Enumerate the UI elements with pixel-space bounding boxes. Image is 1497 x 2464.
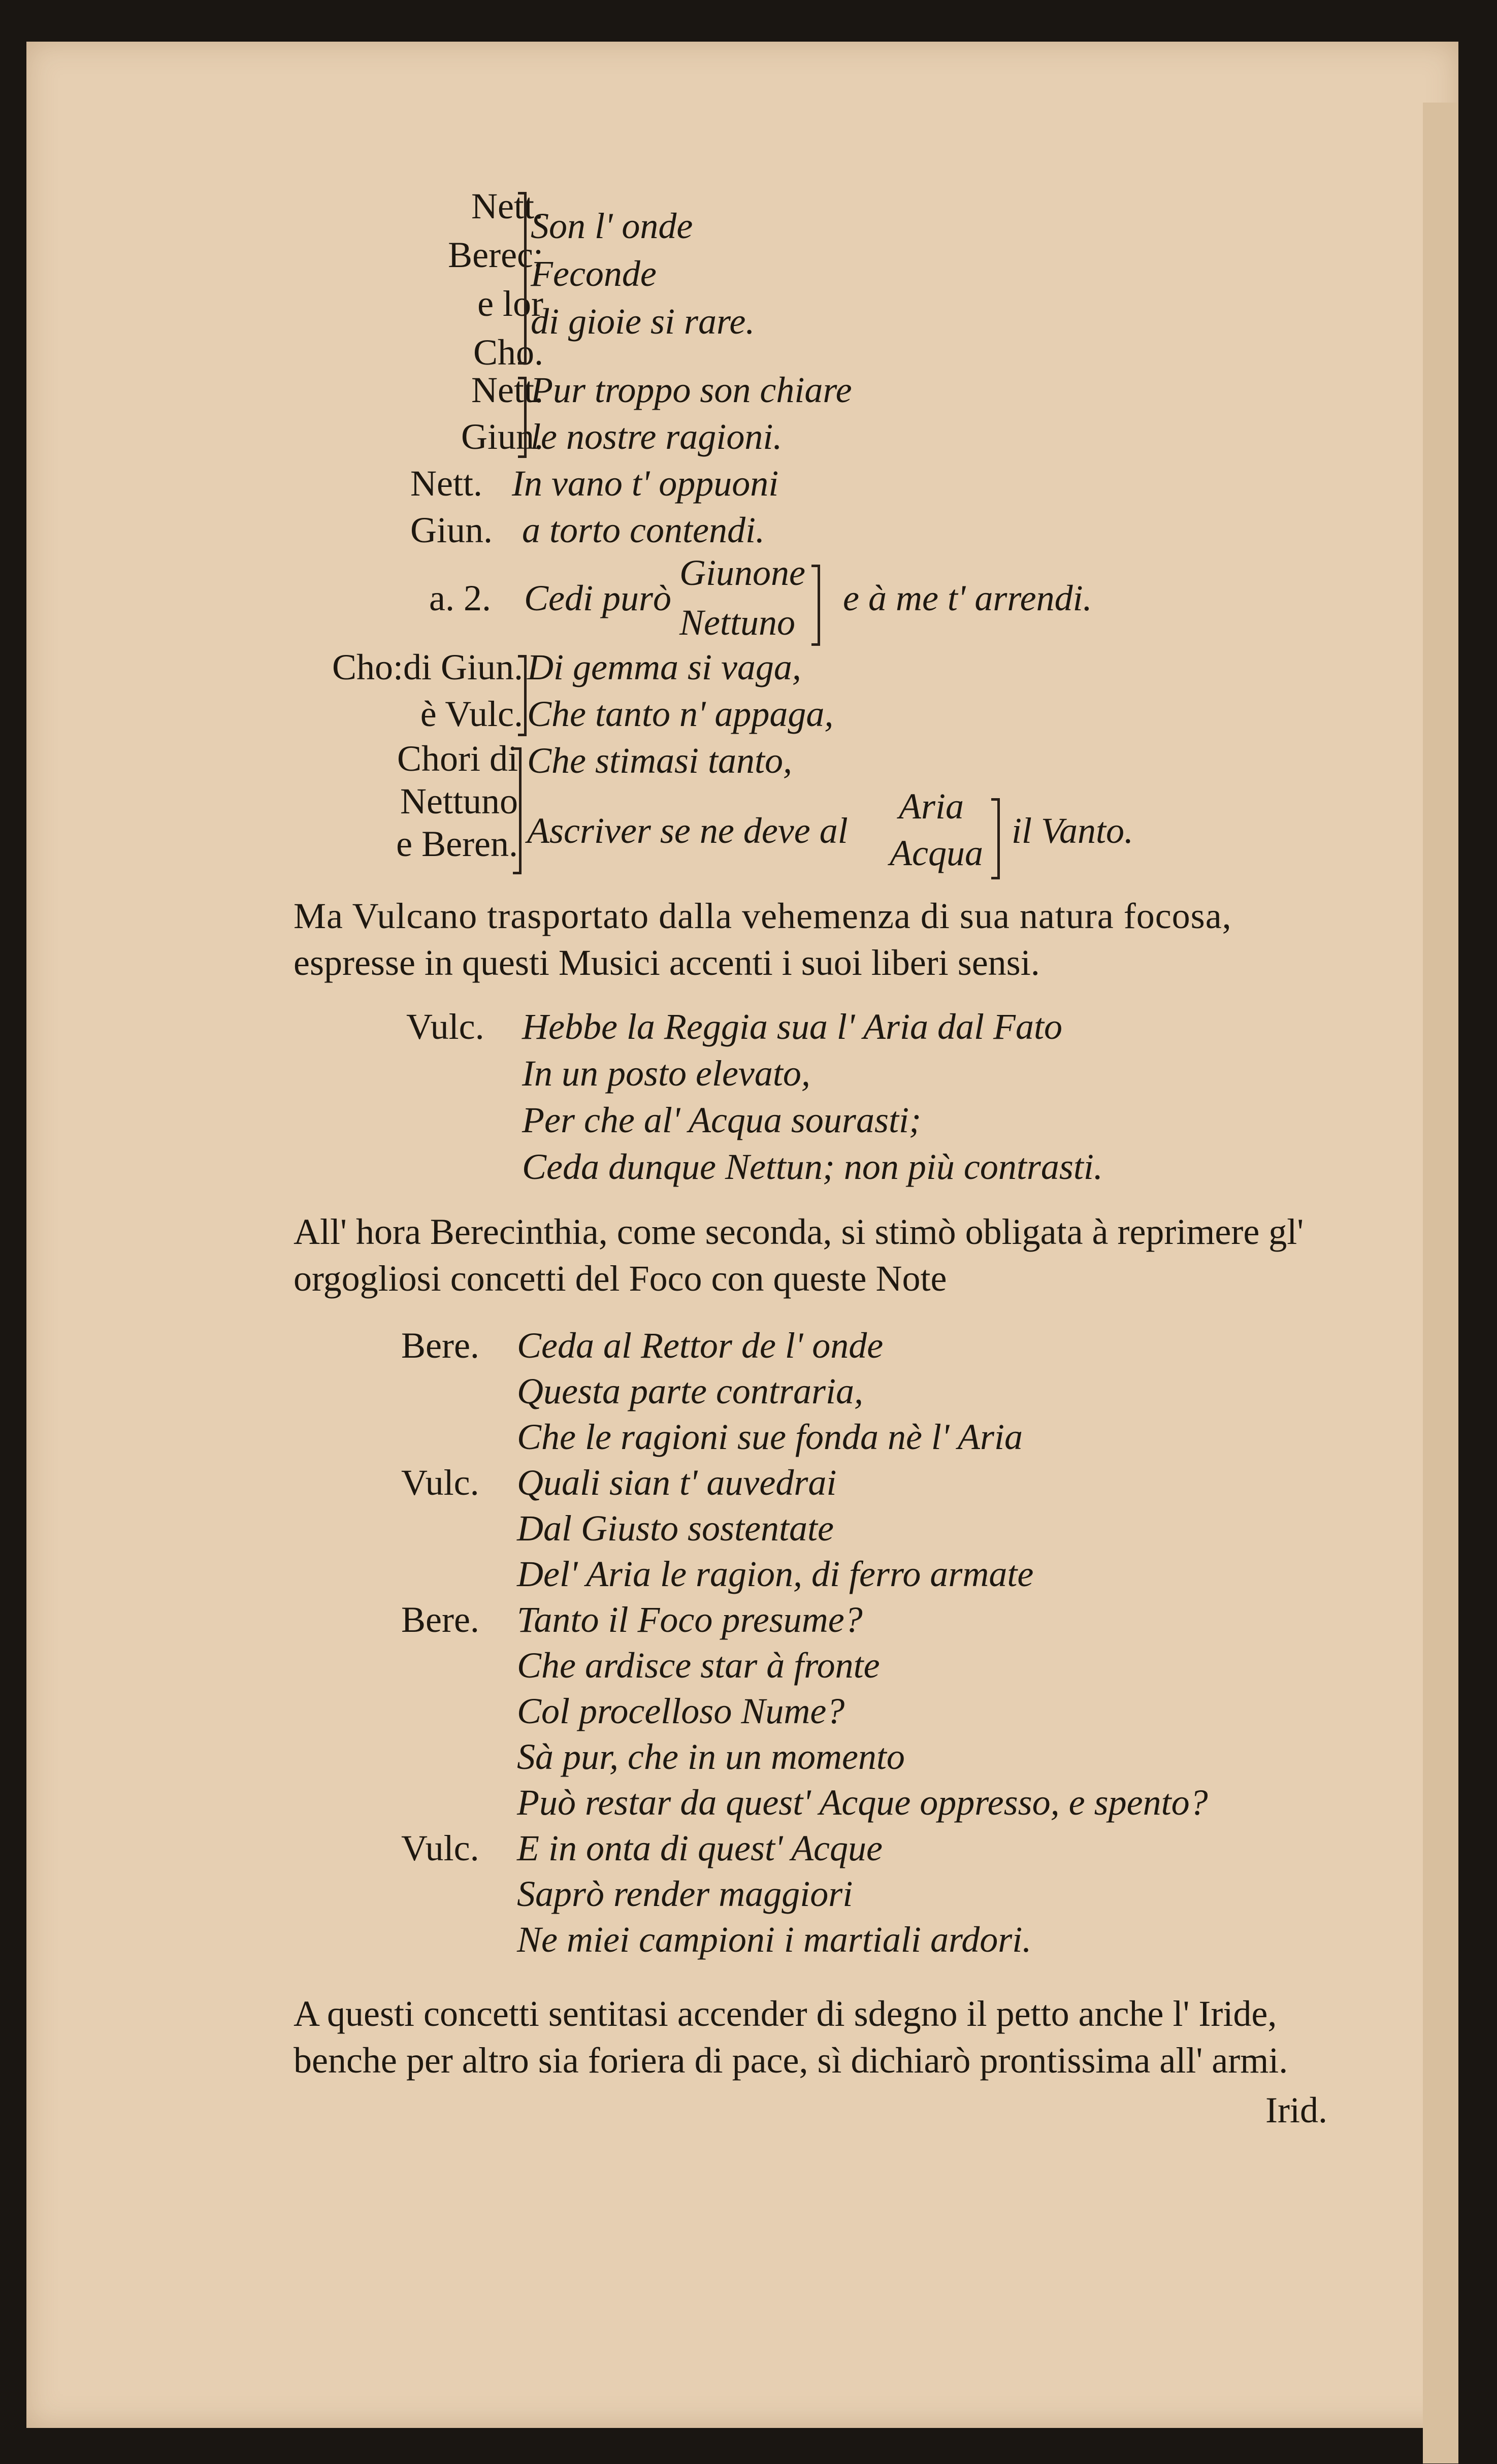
verse-line: Che stimasi tanto,	[527, 740, 793, 781]
verse-line: Tanto il Foco presume?	[517, 1599, 863, 1640]
verse-line: Ceda al Rettor de l' onde	[517, 1325, 884, 1366]
speaker: Nett.	[410, 463, 482, 504]
speaker: Giun.	[410, 510, 493, 550]
verse-line: Hebbe la Reggia sua l' Aria dal Fato	[522, 1006, 1062, 1047]
verse-line: Che le ragioni sue fonda nè l' Aria	[517, 1417, 1023, 1457]
verse-line: Giunone	[679, 552, 805, 593]
verse-line: Nettuno	[679, 602, 795, 643]
verse-line: di gioie si rare.	[531, 301, 755, 342]
verse-line: e à me t' arrendi.	[843, 578, 1092, 618]
verse-line: Dal Giusto sostentate	[517, 1508, 834, 1549]
verse-line: a torto contendi.	[522, 510, 765, 550]
brace	[991, 798, 1000, 879]
speaker: Chori di	[397, 738, 518, 779]
speaker: a. 2.	[429, 578, 491, 618]
prose-line: A questi concetti sentitasi accender di sdegno il petto anche l' Iride,	[294, 1993, 1277, 2034]
verse-line: il Vanto.	[1012, 810, 1134, 851]
speaker-column	[284, 644, 523, 737]
verse-line: Può restar da quest' Acque oppresso, e spento?	[517, 1782, 1208, 1823]
verse-line: Che tanto n' appaga,	[527, 694, 834, 734]
speaker: Vulc.	[406, 1006, 484, 1047]
verse-line: Son l' onde	[531, 206, 693, 246]
verse-line: Che ardisce star à fronte	[517, 1645, 880, 1686]
speaker: Nett.	[471, 186, 543, 226]
verse-line: Feconde	[531, 253, 657, 294]
prose-paragraph	[294, 893, 1401, 986]
verse-line: In vano t' oppuoni	[511, 463, 779, 504]
speaker: Cho:di Giun.	[332, 647, 523, 687]
verse-line: E in onta di quest' Acque	[517, 1828, 883, 1868]
verse-line: Questa parte contraria,	[517, 1371, 863, 1411]
verse-line: Pur troppo son chiare	[531, 370, 852, 410]
prose-line: All' hora Berecinthia, come seconda, si stimò obligata à reprimere gl'	[294, 1211, 1304, 1252]
speaker: Nett.	[471, 370, 543, 410]
speaker-column	[284, 737, 518, 865]
speaker: Vulc.	[401, 1462, 479, 1503]
speaker: Nettuno	[400, 781, 518, 822]
brace	[513, 747, 522, 874]
verse-lines	[522, 1003, 1103, 1190]
speaker: Giun.	[461, 416, 543, 457]
verse-line: Per che al' Acqua sourasti;	[522, 1100, 921, 1140]
speaker: Cho.	[473, 332, 543, 373]
verse-line: le nostre ragioni.	[531, 416, 783, 457]
verse-line: Ceda dunque Nettun; non più contrasti.	[522, 1146, 1103, 1187]
verse-line: Sà pur, che in un momento	[517, 1736, 905, 1777]
speaker: e Beren.	[396, 824, 518, 864]
prose-paragraph	[294, 1990, 1401, 2084]
verse-line: Ascriver se ne deve al	[527, 810, 848, 851]
verse-line: Cedi purò	[524, 578, 672, 618]
speaker: Vulc.	[401, 1828, 479, 1868]
page-edge	[1423, 103, 1458, 2463]
verse-lines	[527, 644, 833, 784]
speaker: è Vulc.	[420, 694, 523, 734]
speaker: Berec:	[448, 235, 543, 275]
verse-line: Acqua	[890, 833, 983, 873]
prose-paragraph	[294, 1208, 1401, 1302]
speaker-line	[410, 507, 765, 553]
speaker: Bere.	[401, 1325, 479, 1366]
brace	[518, 192, 527, 365]
prose-line: espresse in questi Musici accenti i suoi liberi sensi.	[294, 942, 1040, 983]
prose-line: orgogliosi concetti del Foco con queste Note	[294, 1258, 947, 1299]
verse-lines	[531, 367, 852, 460]
verse-line: In un posto elevato,	[522, 1053, 810, 1094]
speaker-line	[410, 460, 778, 507]
verse-line: Ne miei campioni i martiali ardori.	[517, 1919, 1032, 1960]
verse-line: Di gemma si vaga,	[527, 647, 801, 687]
verse-line: Saprò render maggiori	[517, 1874, 853, 1914]
prose-line: Ma Vulcano trasportato dalla vehemenza di sua natura focosa,	[294, 896, 1232, 936]
brace	[518, 377, 527, 458]
verse-line: Del' Aria le ragion, di ferro armate	[517, 1554, 1034, 1594]
speaker: Bere.	[401, 1599, 479, 1640]
prose-line: benche per altro sia foriera di pace, sì dichiarò prontissima all' armi.	[294, 2040, 1288, 2081]
verse-lines	[531, 202, 755, 345]
verse-line: Aria	[899, 786, 964, 827]
brace	[518, 655, 527, 736]
speaker: e lor	[477, 283, 543, 324]
catchword: Irid.	[1265, 2090, 1327, 2130]
verse-line: Col procelloso Nume?	[517, 1691, 845, 1731]
verse-line: Quali sian t' auvedrai	[517, 1462, 837, 1503]
brace	[811, 565, 820, 646]
